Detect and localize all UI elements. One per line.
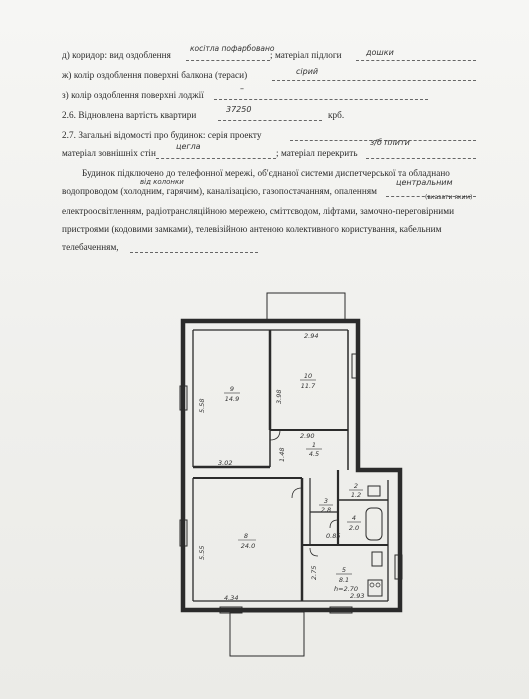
overlap-material-value: з/б плити [370, 138, 410, 147]
building-series-label: 2.7. Загальні відомості про будинок: серія проекту [62, 130, 262, 140]
dim-mid: 3.02 [218, 459, 233, 467]
balcony-color-value: сірий [296, 67, 319, 76]
corridor-finish-value: косітла пофарбовано [190, 44, 275, 53]
room-num: 10 [303, 372, 313, 380]
walls-material-value: цегла [176, 142, 201, 151]
bathtub [366, 508, 382, 540]
room-num: 3 [323, 497, 329, 505]
dim-hall-height: 1.48 [278, 447, 286, 462]
room-num: 9 [229, 385, 235, 393]
dim-kitchen-side: 2.75 [310, 565, 318, 580]
corridor-finish-label: д) коридор: вид оздоблення [62, 50, 171, 60]
dim-top: 2.94 [304, 332, 319, 340]
floor-material-value: дошки [366, 48, 394, 57]
ceiling-height: h=2.70 [334, 585, 359, 593]
room-num: 8 [243, 532, 249, 540]
dim-bath: 0.85 [326, 532, 341, 540]
dim-bottom: 4.34 [224, 594, 239, 602]
sink [368, 486, 380, 496]
utilities-paragraph-1: Будинок підключено до телефонної мережі, об'єднаної системи диспетчерської та обладнано [82, 168, 450, 178]
room-area: 14.9 [224, 395, 240, 403]
walls-material-label: матеріал зовнішніх стін [62, 148, 156, 158]
cost-value: 37250 [226, 105, 252, 114]
heating-type-note: (вказати яким) [425, 194, 473, 201]
outer-wall [183, 321, 400, 610]
room-area: 8.1 [338, 576, 350, 584]
cost-unit: крб. [328, 110, 345, 120]
cost-label: 2.6. Відновлена вартість квартири [62, 110, 197, 120]
room-area: 2.8 [320, 506, 332, 514]
room-area: 2.0 [348, 524, 360, 532]
water-source-note: від колонки [140, 178, 184, 186]
room-num: 1 [311, 441, 317, 449]
room-area: 11.7 [300, 382, 316, 390]
dim-left-upper: 5.58 [198, 398, 206, 413]
room-num: 2 [353, 482, 359, 490]
floor-material-label: ; матеріал підлоги [270, 50, 342, 60]
room-area: 4.5 [308, 450, 320, 458]
room-num: 4 [351, 514, 357, 522]
loggia-color-value: – [240, 84, 244, 93]
dim-kitchen-bottom: 2.93 [350, 592, 365, 600]
heating-type-value: центральним [396, 178, 453, 187]
balcony-bottom [230, 612, 304, 656]
overlap-material-label: ; матеріал перекрить [276, 148, 358, 158]
dim-left-lower: 5.55 [198, 545, 206, 560]
dim-hall-width: 2.90 [300, 432, 315, 440]
room-area: 1.2 [350, 491, 362, 499]
utilities-paragraph-4: пристроями (кодовими замками), телевізійною антеною колективного користування, кабельним [62, 224, 442, 234]
utilities-paragraph-2: водопроводом (холодним, гарячим), каналізацією, газопостачанням, опаленням [62, 186, 377, 196]
stove [368, 580, 382, 596]
balcony-top [267, 293, 345, 321]
balcony-color-label: ж) колір оздоблення поверхні балкона (тераси) [62, 70, 248, 80]
utilities-paragraph-5: телебаченням, [62, 242, 119, 252]
loggia-color-label: з) колір оздоблення поверхні лоджії [62, 90, 204, 100]
room-area: 24.0 [240, 542, 256, 550]
room-num: 5 [341, 566, 347, 574]
utilities-paragraph-3: електроосвітленням, радіотрансляційною мережею, сміттєводом, ліфтами, замочно-переговірними [62, 206, 455, 216]
dim-room10-side: 3.98 [275, 389, 283, 404]
